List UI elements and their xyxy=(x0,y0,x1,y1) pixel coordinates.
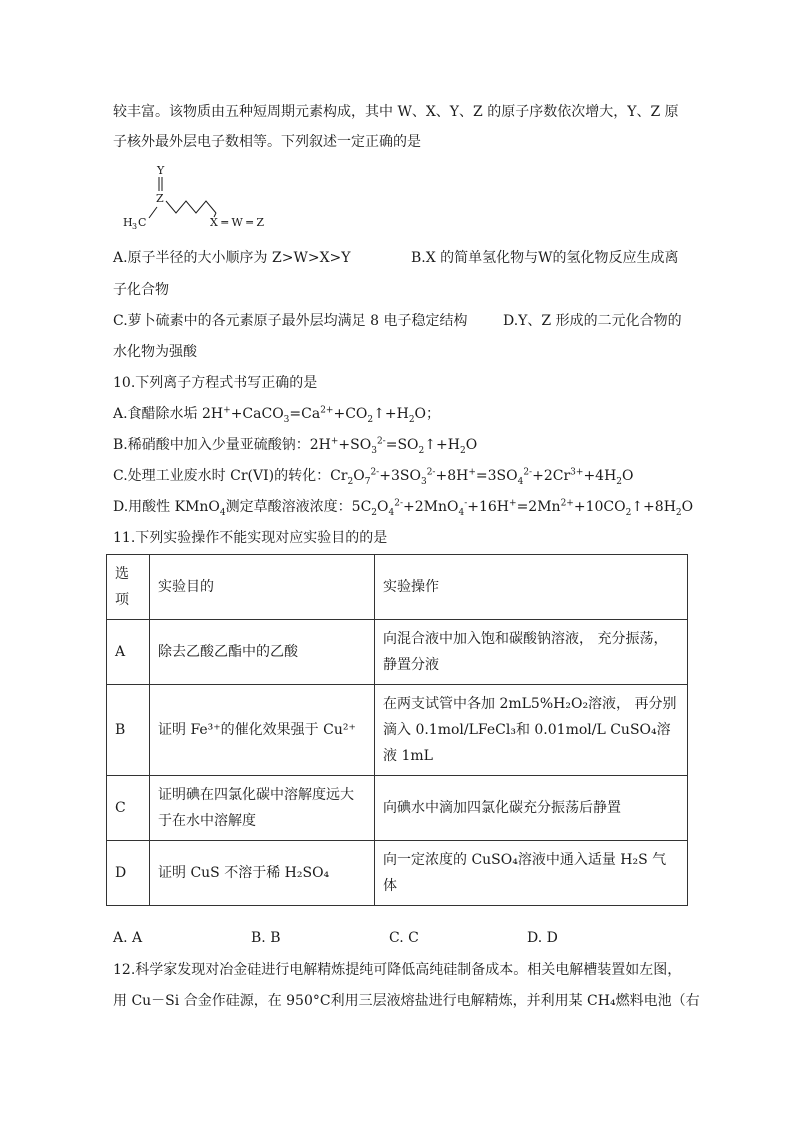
header-operation: 实验操作 xyxy=(375,555,688,620)
q11-answer-c: C. C xyxy=(389,930,419,946)
structure-x-w-z: X ═ W ═ Z xyxy=(210,216,265,229)
q12-line2: 用 Cu－Si 合金作硅源，在 950°C利用三层液熔盐进行电解精炼，并利用某 CH₄燃料电池（右 xyxy=(113,993,700,1009)
header-option: 选项 xyxy=(107,555,150,620)
q10-stem: 10.下列离子方程式书写正确的是 xyxy=(113,375,318,391)
row-option: D xyxy=(107,841,150,906)
structure-ch3-h: H xyxy=(123,216,133,229)
carbon-chain xyxy=(166,201,216,213)
q11-answer-b: B. B xyxy=(251,930,281,946)
q9-option-b: B.X 的简单氢化物与W的氢化物反应生成离 xyxy=(411,250,679,266)
q10-option-b: B.稀硝酸中加入少量亚硫酸钠：$2H^++SO_3^{2-}=SO_2↑+H_2O$ xyxy=(113,436,478,456)
structure-svg xyxy=(113,163,313,235)
row-purpose: 证明碘在四氯化碳中溶解度远大于在水中溶解度 xyxy=(150,776,375,841)
q9-stem-line1: 较丰富。该物质由五种短周期元素构成，其中 W、X、Y、Z 的原子序数依次增大，Y、Z 原 xyxy=(113,104,679,120)
row-purpose: 证明 CuS 不溶于稀 H₂SO₄ xyxy=(150,841,375,906)
q10-a-prefix: A.食醋除水垢 2H xyxy=(113,406,224,422)
sulforaphane-structure-figure xyxy=(113,163,313,235)
row-operation: 向一定浓度的 CuSO₄溶液中通入适量 H₂S 气体 xyxy=(375,841,688,906)
row-operation: 向混合液中加入饱和碳酸钠溶液， 充分振荡，静置分液 xyxy=(375,620,688,685)
bond-c-z xyxy=(149,207,157,218)
q9-option-c: C.萝卜硫素中的各元素原子最外层均满足 8 电子稳定结构 xyxy=(113,313,468,329)
q12-line1: 12.科学家发现对冶金硅进行电解精炼提纯可降低高纯硅制备成本。相关电解槽装置如左图， xyxy=(113,962,682,978)
experiment-table xyxy=(106,554,688,906)
q9-option-b-cont: 子化合物 xyxy=(113,282,169,298)
row-purpose: 证明 Fe³⁺的催化效果强于 Cu²⁺ xyxy=(150,685,375,776)
row-operation: 在两支试管中各加 2mL5%H₂O₂溶液， 再分别滴入 0.1mol/LFeCl₃和 0.01mol/L CuSO₄溶液 1mL xyxy=(375,685,688,776)
q9-option-a: A.原子半径的大小顺序为 Z>W>X>Y xyxy=(113,250,351,266)
table-row xyxy=(107,841,688,906)
q11-answer-a: A. A xyxy=(113,930,143,946)
row-option: C xyxy=(107,776,150,841)
q10-c-prefix: C.处理工业废水时 Cr(VI)的转化：Cr xyxy=(113,468,348,484)
q10-d-mid: 测定草酸溶液浓度：5C xyxy=(225,499,372,515)
row-operation: 向碘水中滴加四氯化碳充分振荡后静置 xyxy=(375,776,688,841)
row-option: A xyxy=(107,620,150,685)
q10-d-prefix: D.用酸性 KMnO xyxy=(113,499,220,515)
row-purpose: 除去乙酸乙酯中的乙酸 xyxy=(150,620,375,685)
q10-b-prefix: B.稀硝酸中加入少量亚硫酸钠：2H xyxy=(113,437,331,453)
header-purpose: 实验目的 xyxy=(150,555,375,620)
q10-option-d: D.用酸性 KMnO$_4$测定草酸溶液浓度：$5C_2O_4^{2-}+2MnO_4^-+16H^+=2Mn^{2+}+10CO_2↑+8H_2O$ xyxy=(113,498,694,518)
q9-option-d-cont: 水化物为强酸 xyxy=(113,344,197,360)
q11-answer-d: D. D xyxy=(527,930,558,946)
q9-stem-line2: 子核外最外层电子数相等。下列叙述一定正确的是 xyxy=(113,134,421,150)
q10-option-a: A.食醋除水垢 $2H^++CaCO_3=Ca^{2+}+CO_2↑+H_2O$； xyxy=(113,405,441,425)
table-header-row xyxy=(107,555,688,620)
q9-option-d: D.Y、Z 形成的二元化合物的 xyxy=(503,313,682,329)
structure-ch3-c: C xyxy=(138,216,147,229)
q11-stem: 11.下列实验操作不能实现对应实验目的的是 xyxy=(113,530,388,546)
row-option: B xyxy=(107,685,150,776)
structure-ch3-sub: 3 xyxy=(132,222,138,231)
structure-z-atom: Z xyxy=(156,192,164,205)
table-row xyxy=(107,776,688,841)
structure-y-atom: Y xyxy=(157,164,165,177)
table-row xyxy=(107,620,688,685)
q10-option-c: C.处理工业废水时 Cr(VI)的转化：$Cr_2O_7^{2-}+3SO_3^{2-}+8H^+=3SO_4^{2-}+2Cr^{3+}+4H_2O$ xyxy=(113,467,634,487)
table-row xyxy=(107,685,688,776)
